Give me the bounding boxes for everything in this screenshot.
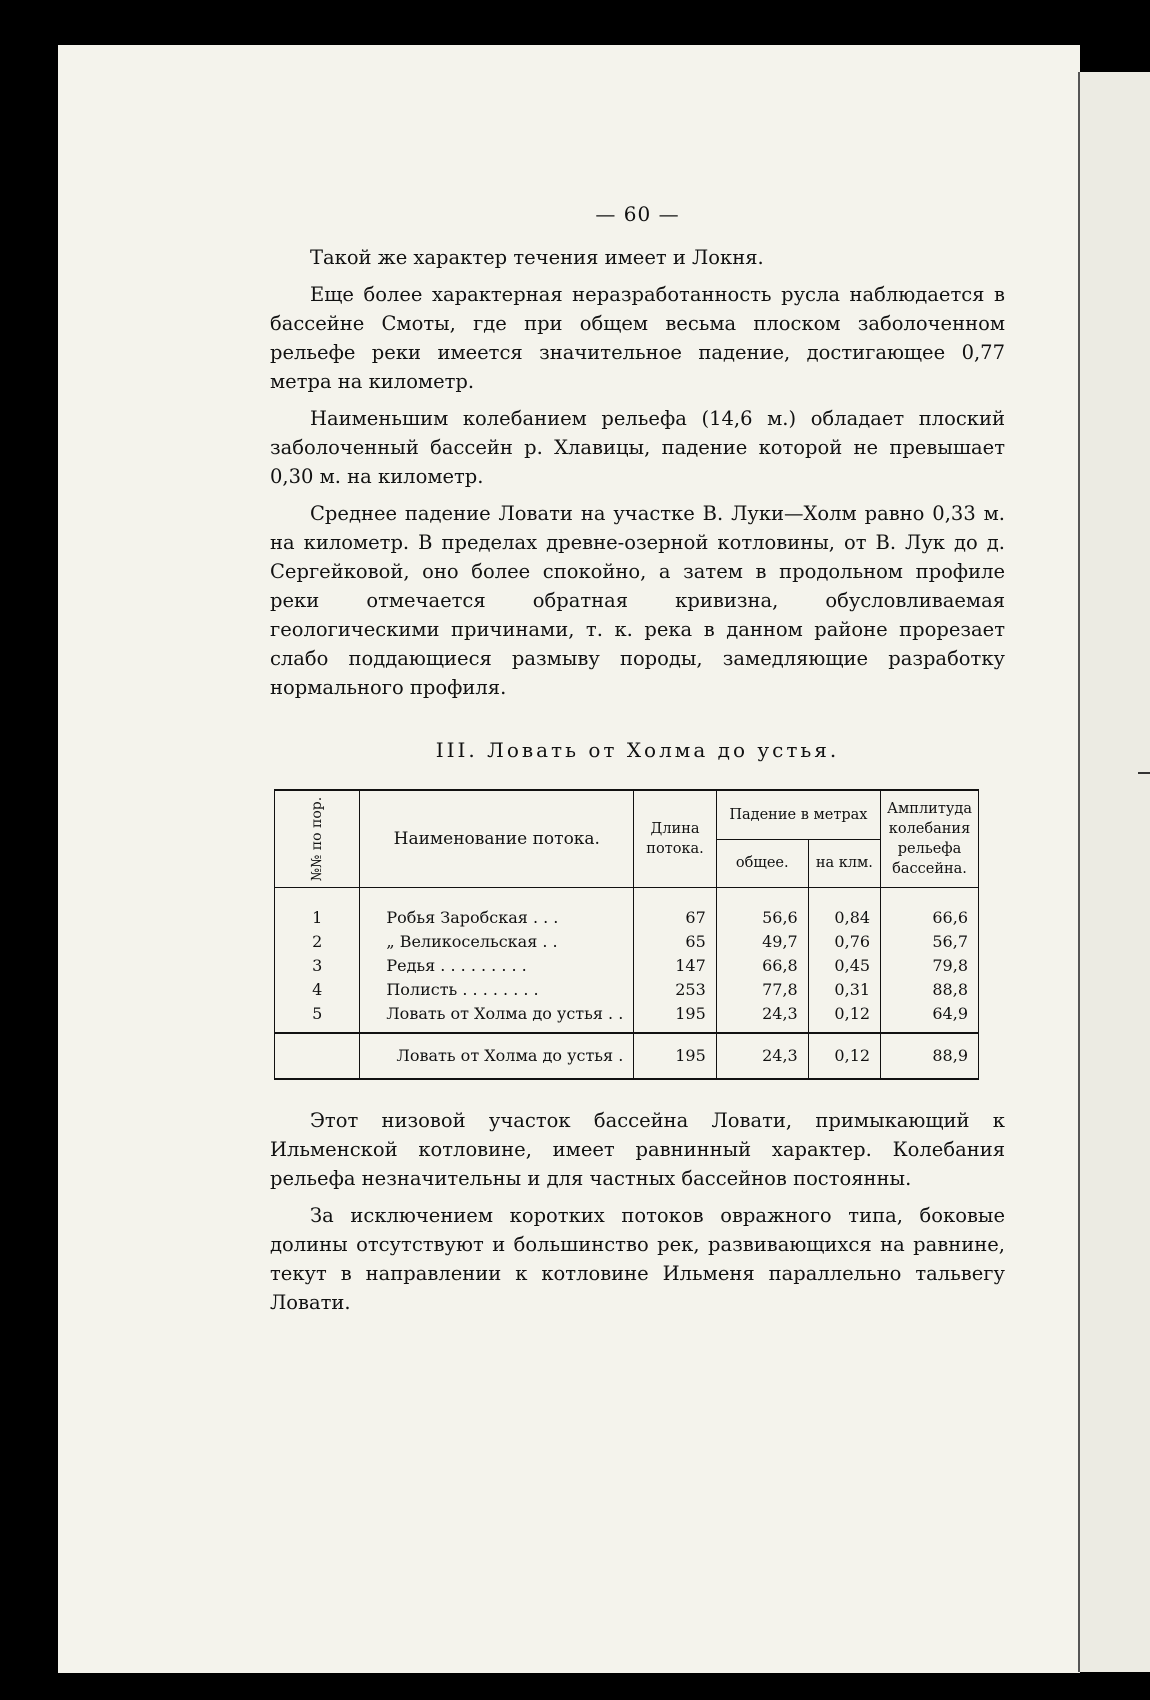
paragraph: Наименьшим колебанием рельефа (14,6 м.) обладает плоский заболоченный бассейн р. Хлавицы, падение которой не превышает 0,30 м. на километр.	[270, 407, 1005, 488]
col-header-num: №№ по пор.	[275, 790, 360, 888]
paragraph: За исключением коротких потоков овражного типа, боковые долины отсутствуют и большинство рек, развивающихся на равнине, текут в направлении к котловине Ильменя параллельно тальвегу Ловати.	[270, 1204, 1005, 1314]
page-content	[270, 200, 1005, 1325]
page-number: — 60 —	[595, 202, 680, 226]
col-header-fall: Падение в метрах	[716, 790, 880, 839]
table-row: 1 Робья Заробская . . . 67 56,6 0,84 66,6	[275, 888, 979, 931]
paragraph: Этот низовой участок бассейна Ловати, примыкающий к Ильменской котловине, имеет равнинный характер. Колебания рельефа незначительны и для частных бассейнов постоянны.	[270, 1109, 1005, 1190]
table-total-row: Ловать от Холма до устья . 195 24,3 0,12 88,9	[275, 1033, 979, 1079]
table-row: 3 Редья . . . . . . . . . 147 66,8 0,45 79,8	[275, 954, 979, 978]
adjacent-page-edge	[1078, 72, 1150, 1672]
table-row: 2 „ Великосельская . . 65 49,7 0,76 56,7	[275, 930, 979, 954]
table-row: 4 Полисть . . . . . . . . 253 77,8 0,31 88,8	[275, 978, 979, 1002]
col-header-length: Длина потока.	[634, 790, 717, 888]
col-header-amplitude: Амплитуда колебания рельефа бассейна.	[881, 790, 979, 888]
table-row: 5 Ловать от Холма до устья . . 195 24,3 0,12 64,9	[275, 1002, 979, 1033]
col-header-fall-total: общее.	[716, 839, 808, 887]
paragraph: Еще более характерная неразработанность русла наблюдается в бассейне Смоты, где при общем весьма плоском заболоченном рельефе реки имеется значительное падение, достигающее 0,77 метра на километр.	[270, 283, 1005, 393]
col-header-name: Наименование потока.	[360, 790, 634, 888]
page-mark	[1138, 772, 1150, 774]
section-title: III. Ловать от Холма до устья.	[435, 738, 840, 762]
bottom-text	[270, 1106, 1005, 1317]
paragraph: Среднее падение Ловати на участке В. Луки—Холм равно 0,33 м. на километр. В пределах древне-озерной котловины, от В. Лук до д. Сергейковой, оно более спокойно, а затем в продольном профиле реки отмечается обратная кривизна, обусловливаемая геологическими причинами, т. к. река в данном районе прорезает слабо поддающиеся размыву породы, замедляющие разработку нормального профиля.	[270, 502, 1005, 699]
paragraph: Такой же характер течения имеет и Локня.	[310, 246, 764, 269]
streams-table	[274, 789, 979, 1080]
col-header-fall-per-km: на клм.	[808, 839, 880, 887]
